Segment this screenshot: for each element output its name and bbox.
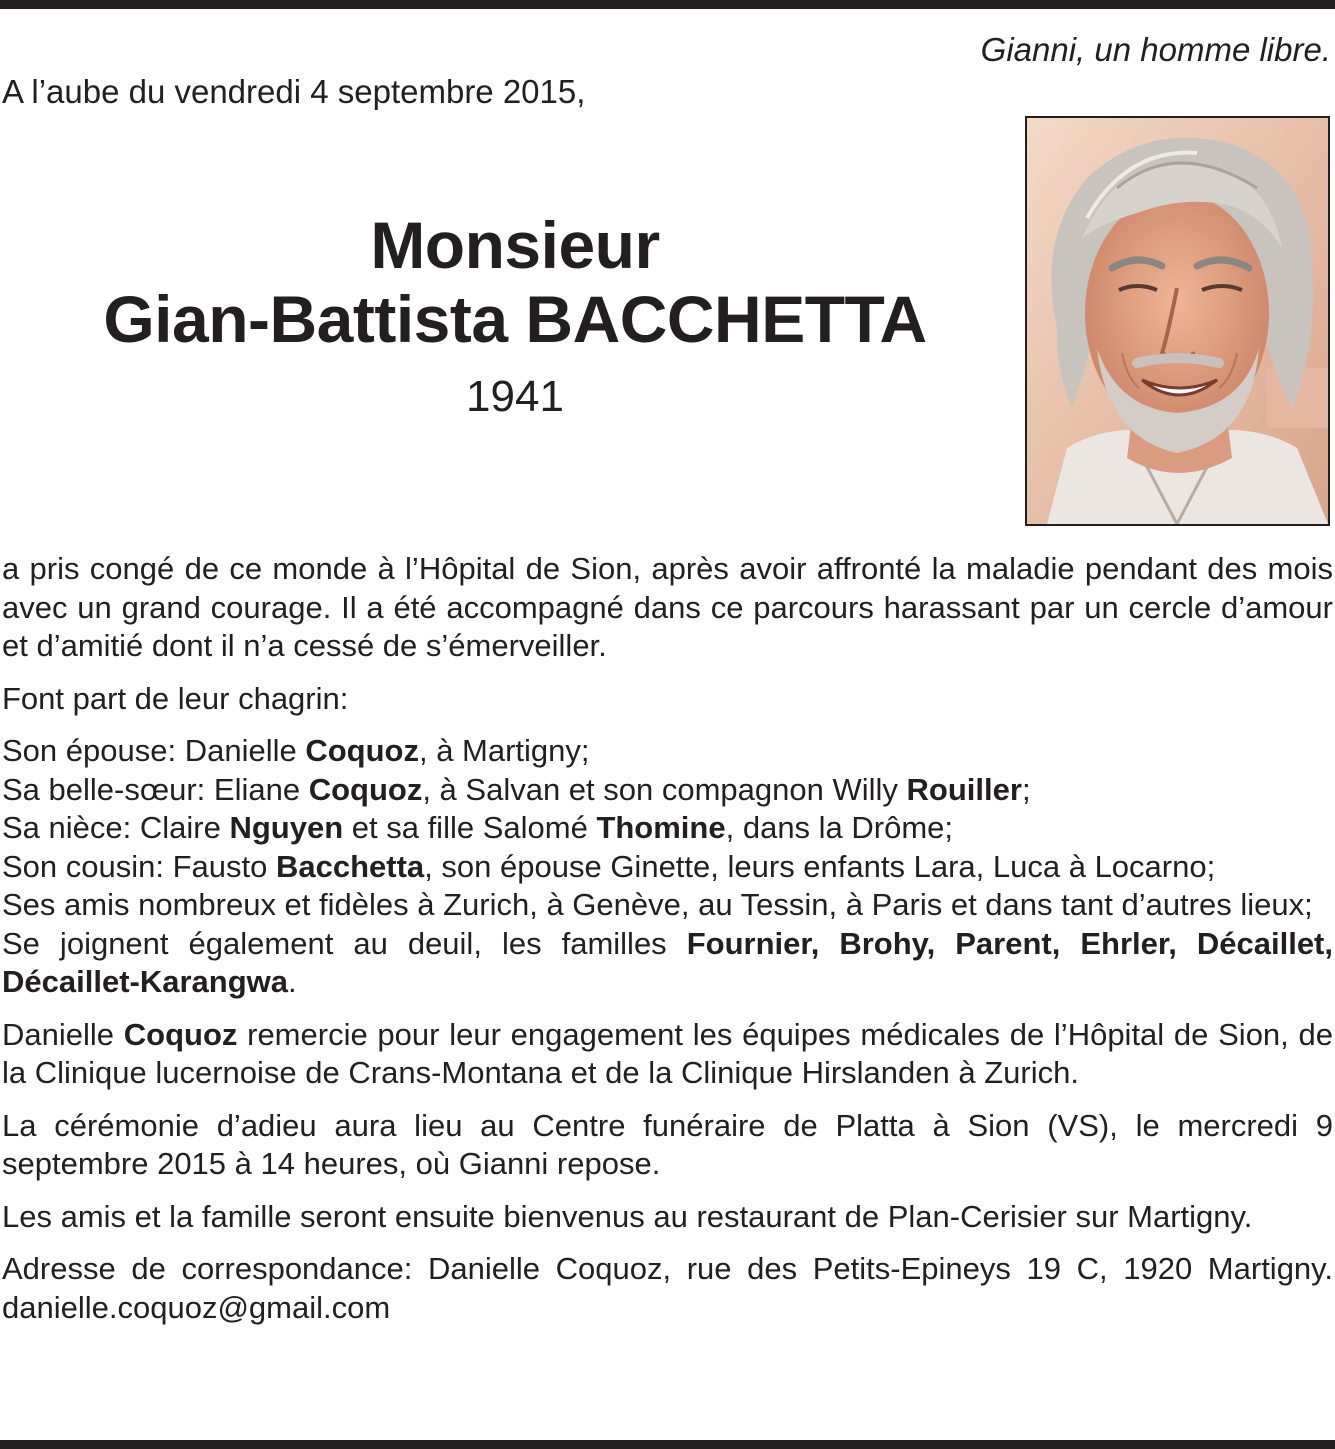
grief-intro: Font part de leur chagrin: — [2, 680, 349, 716]
obituary-body — [2, 550, 1333, 1327]
family-line-niece: Sa nièce: Claire Nguyen et sa fille Salomé Thomine, dans la Drôme; — [2, 810, 954, 845]
ceremony-paragraph: La cérémonie d’adieu aura lieu au Centre funéraire de Platta à Sion (VS), le mercredi 9 septembre 2015 à 14 heures, où Gianni repose. — [2, 1107, 1333, 1181]
family-line-cousin: Son cousin: Fausto Bacchetta, son épouse Ginette, leurs enfants Lara, Luca à Locarno; — [2, 848, 1216, 884]
deceased-name: Gian-Battista BACCHETTA — [103, 282, 927, 356]
family-line-friends: Ses amis nombreux et fidèles à Zurich, à Genève, au Tessin, à Paris et dans tant d’autres lieux; — [2, 887, 1313, 922]
birth-year: 1941 — [466, 372, 564, 421]
title-salutation: Monsieur — [370, 208, 660, 282]
thanks-paragraph: Danielle Coquoz remercie pour leur engagement les équipes médicales de l’Hôpital de Sion, de la Clinique lucernoise de Crans-Montana et de la Clinique Hirslanden à Zurich. — [2, 1016, 1334, 1090]
announcement-paragraph: a pris congé de ce monde à l’Hôpital de Sion, après avoir affronté la maladie pendant des mois avec un grand courage. Il a été accompagné dans ce parcours harassant par un cercle d’amour et d’amitié dont il n’a cessé de s’émerveiller. — [2, 551, 1333, 663]
intro-line: A l’aube du vendredi 4 septembre 2015, — [2, 73, 586, 110]
family-line-families: Se joignent également au deuil, les familles Fournier, Brohy, Parent, Ehrler, Décaillet, Décaillet-Karangwa. — [2, 925, 1333, 999]
top-rule — [0, 0, 1335, 9]
family-list — [2, 732, 1333, 1002]
title-block — [0, 208, 1030, 422]
bottom-rule — [0, 1440, 1335, 1449]
portrait-illustration — [1027, 118, 1328, 524]
motto: Gianni, un homme libre. — [980, 31, 1331, 68]
address-paragraph: Adresse de correspondance: Danielle Coquoz, rue des Petits-Epineys 19 C, 1920 Martigny. danielle.coquoz@gmail.com — [2, 1251, 1333, 1325]
family-line-spouse: Son épouse: Danielle Coquoz, à Martigny; — [2, 733, 590, 768]
portrait-photo — [1025, 116, 1330, 526]
reception-paragraph: Les amis et la famille seront ensuite bienvenus au restaurant de Plan-Cerisier sur Martigny. — [2, 1198, 1253, 1234]
family-line-sister-in-law: Sa belle-sœur: Eliane Coquoz, à Salvan et son compagnon Willy Rouiller; — [2, 771, 1031, 807]
